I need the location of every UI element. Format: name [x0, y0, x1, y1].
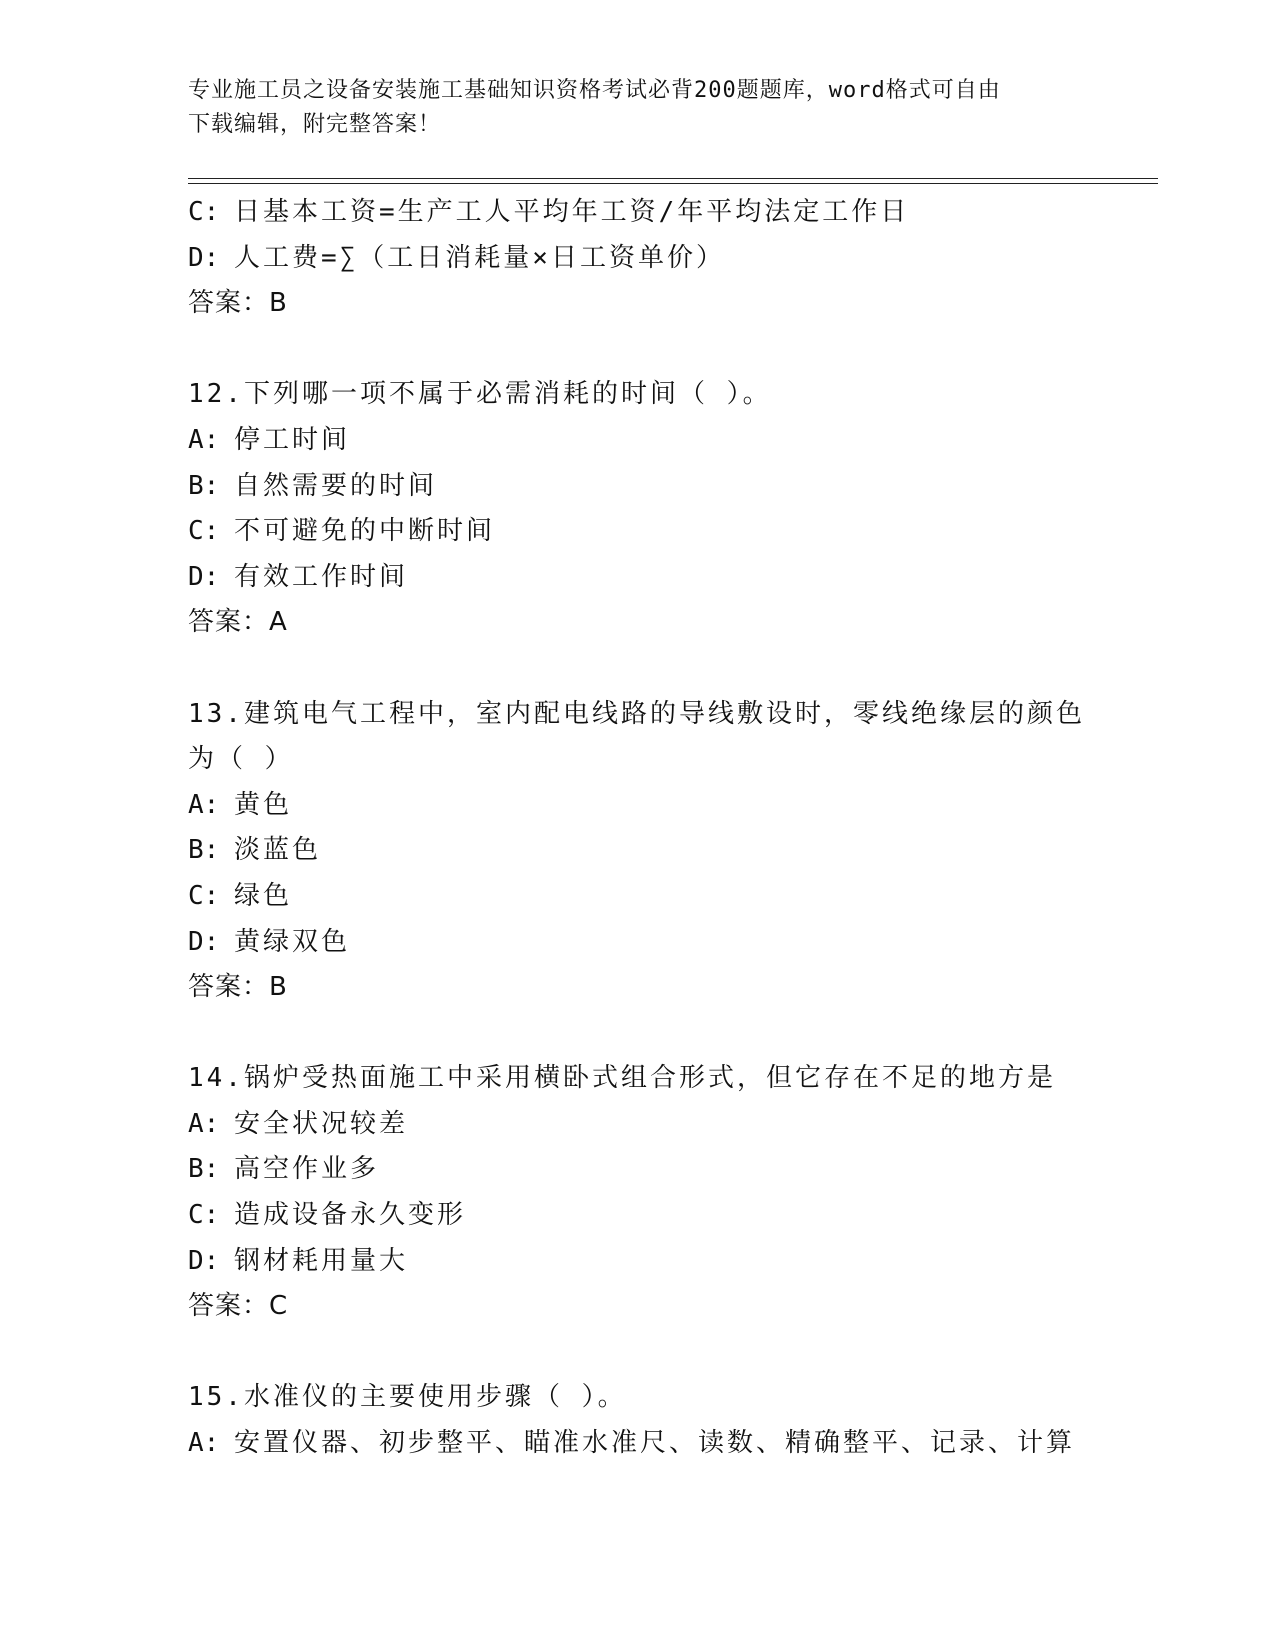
q14-stem: 14.锅炉受热面施工中采用横卧式组合形式，但它存在不足的地方是: [188, 1063, 1056, 1094]
q14-answer: 答案：C: [188, 1291, 289, 1322]
option-label: C:: [188, 880, 220, 911]
spacer: [188, 1011, 1088, 1057]
option-label: D:: [188, 926, 220, 957]
q11-option-c: [188, 190, 1088, 236]
option-text: 日基本工资=生产工人平均年工资/年平均法定工作日: [234, 197, 910, 227]
option-text: 淡蓝色: [234, 835, 322, 866]
option-text: 不可避免的中断时间: [234, 516, 496, 547]
q13-option-d: [188, 920, 1088, 966]
q14-option-a: [188, 1102, 1088, 1148]
option-text: 绿色: [234, 880, 293, 911]
q11-option-d: [188, 236, 1088, 282]
header-title-line-1: 专业施工员之设备安装施工基础知识资格考试必背200题题库，word格式可自由: [188, 78, 1001, 103]
spacer: [188, 646, 1088, 692]
option-label: A:: [188, 1108, 220, 1139]
document-header: [188, 74, 1068, 142]
option-label: C:: [188, 1200, 220, 1231]
q12-option-a: [188, 418, 1088, 464]
option-label: C:: [188, 197, 220, 227]
header-divider-bottom: [188, 183, 1158, 184]
q12-option-c: [188, 509, 1088, 555]
option-text: 高空作业多: [234, 1154, 380, 1185]
q14-option-c: [188, 1193, 1088, 1239]
q12-option-b: [188, 464, 1088, 510]
option-label: B:: [188, 835, 220, 866]
q15-option-a: [188, 1421, 1088, 1467]
option-label: B:: [188, 1154, 220, 1185]
q13-option-a: [188, 783, 1088, 829]
option-label: D:: [188, 242, 220, 273]
option-text: 自然需要的时间: [234, 470, 438, 501]
q11-answer: 答案：B: [188, 288, 288, 319]
q12-option-d: [188, 555, 1088, 601]
option-label: C:: [188, 516, 220, 547]
q14-option-b: [188, 1147, 1088, 1193]
header-divider-top: [188, 178, 1158, 179]
option-text: 黄绿双色: [234, 926, 351, 957]
q12-stem: 12.下列哪一项不属于必需消耗的时间（ ）。: [188, 379, 772, 410]
question-list: [188, 190, 1088, 1467]
option-text: 安全状况较差: [234, 1108, 409, 1139]
q15-stem: 15.水准仪的主要使用步骤（ ）。: [188, 1382, 627, 1413]
option-text: 停工时间: [234, 424, 351, 455]
option-label: A:: [188, 1428, 220, 1459]
option-text: 人工费=∑（工日消耗量×日工资单价）: [234, 242, 725, 273]
q12-answer: 答案：A: [188, 607, 288, 638]
option-text: 造成设备永久变形: [234, 1200, 467, 1231]
option-label: A:: [188, 789, 220, 820]
option-text: 黄色: [234, 789, 293, 820]
option-label: D:: [188, 1245, 220, 1276]
q13-answer: 答案：B: [188, 972, 288, 1003]
q13-stem-line-2: 为（ ）: [188, 744, 294, 775]
spacer: [188, 327, 1088, 373]
option-label: B:: [188, 470, 220, 501]
option-label: D:: [188, 561, 220, 592]
q14-option-d: [188, 1239, 1088, 1285]
option-text: 安置仪器、初步整平、瞄准水准尺、读数、精确整平、记录、计算: [234, 1428, 1076, 1459]
q13-option-c: [188, 874, 1088, 920]
option-text: 有效工作时间: [234, 561, 409, 592]
option-text: 钢材耗用量大: [234, 1245, 409, 1276]
option-label: A:: [188, 424, 220, 455]
q13-option-b: [188, 828, 1088, 874]
q13-stem-line-1: 13.建筑电气工程中，室内配电线路的导线敷设时，零线绝缘层的颜色: [188, 698, 1085, 729]
spacer: [188, 1330, 1088, 1376]
header-title-line-2: 下载编辑，附完整答案！: [188, 112, 442, 137]
